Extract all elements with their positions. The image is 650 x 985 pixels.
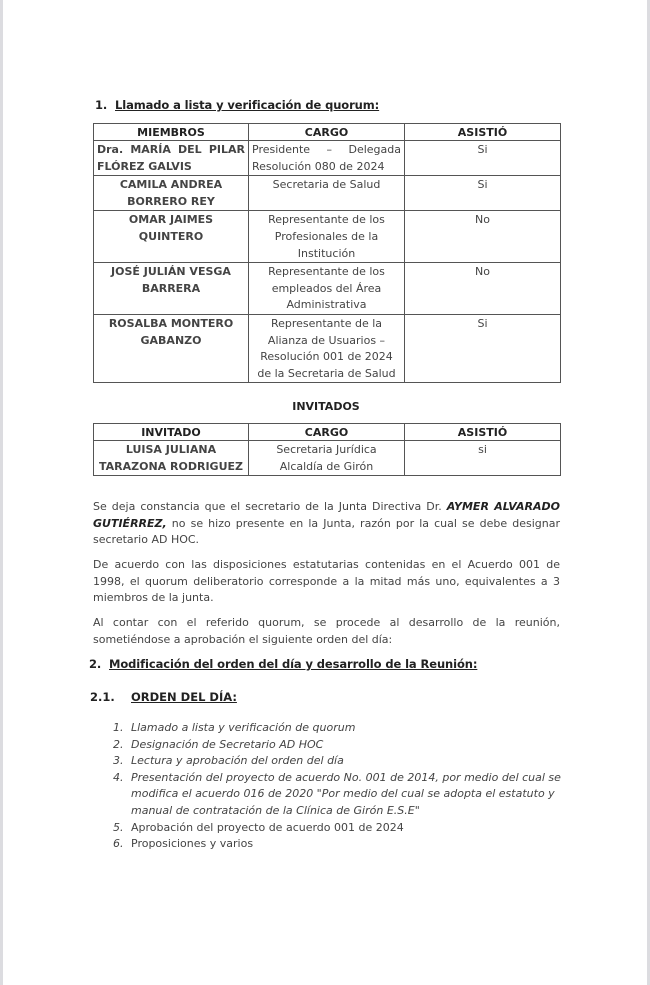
table-row bbox=[94, 441, 561, 476]
agenda-item-text: Lectura y aprobación del orden del día bbox=[131, 754, 344, 768]
member-cargo: Representante de los Profesionales de la Institución bbox=[249, 211, 405, 263]
column-header-invitado: INVITADO bbox=[94, 424, 249, 441]
member-name: CAMILA ANDREA BORRERO REY bbox=[94, 176, 249, 211]
guests-title: INVITADOS bbox=[292, 400, 360, 413]
agenda-item bbox=[110, 770, 565, 820]
table-row bbox=[94, 211, 561, 263]
agenda-item-text: Llamado a lista y verificación de quorum bbox=[131, 721, 356, 734]
agenda-item-text: Aprobación del proyecto de acuerdo 001 de 2024 bbox=[131, 820, 404, 834]
section-1-heading bbox=[95, 98, 379, 112]
column-header-members: MIEMBROS bbox=[94, 124, 249, 141]
member-cargo: Presidente – Delegada Resolución 080 de 2024 bbox=[249, 141, 405, 176]
agenda-item bbox=[110, 753, 565, 770]
secretary-name: AYMER ALVARADO GUTIÉRREZ, bbox=[93, 500, 561, 530]
section-1-number: 1. bbox=[95, 98, 108, 112]
column-header-asistio: ASISTIÓ bbox=[405, 124, 561, 141]
section-2-1-heading bbox=[90, 690, 237, 704]
member-asistio: Si bbox=[405, 176, 561, 211]
section-2-title: Modificación del orden del día y desarrollo de la Reunión: bbox=[109, 657, 478, 671]
paragraph-quorum-rule: De acuerdo con las disposiciones estatutarias contenidas en el Acuerdo 001 de 1998, el quorum deliberatorio corresponde a la mitad más uno, equivalentes a 3 miembros de la junta. bbox=[93, 558, 560, 605]
section-2-heading bbox=[89, 657, 477, 671]
agenda-item-number: 4. bbox=[113, 770, 124, 784]
table-row bbox=[94, 141, 561, 176]
table-header-row bbox=[94, 124, 561, 141]
agenda-item-text: Designación de Secretario AD HOC bbox=[131, 737, 324, 751]
paragraph-proceed: Al contar con el referido quorum, se procede al desarrollo de la reunión, sometiéndose a aprobación el siguiente orden del día: bbox=[93, 616, 560, 646]
column-header-cargo: CARGO bbox=[249, 124, 405, 141]
agenda-item-number: 3. bbox=[113, 754, 124, 768]
member-cargo: Secretaria de Salud bbox=[249, 176, 405, 211]
section-2-1-title: ORDEN DEL DÍA: bbox=[131, 690, 237, 704]
paragraph-secretary-absence bbox=[93, 499, 560, 549]
member-name: Dra. MARÍA DEL PILAR FLÓREZ GALVIS bbox=[94, 141, 249, 176]
agenda-item bbox=[110, 836, 565, 853]
agenda-item-number: 1. bbox=[113, 721, 124, 734]
agenda-item-number: 5. bbox=[113, 820, 124, 834]
column-header-cargo: CARGO bbox=[249, 424, 405, 441]
column-header-asistio: ASISTIÓ bbox=[405, 424, 561, 441]
member-asistio: No bbox=[405, 211, 561, 263]
section-1-title: Llamado a lista y verificación de quorum: bbox=[115, 98, 380, 112]
agenda-list bbox=[110, 720, 565, 853]
member-name: ROSALBA MONTERO GABANZO bbox=[94, 314, 249, 382]
section-2-1-number: 2.1. bbox=[90, 690, 115, 704]
agenda-item bbox=[110, 720, 565, 737]
agenda-item bbox=[110, 820, 565, 837]
guests-table bbox=[93, 423, 561, 476]
agenda-item-number: 2. bbox=[113, 737, 124, 751]
guest-name: LUISA JULIANA TARAZONA RODRIGUEZ bbox=[94, 441, 249, 476]
member-cargo: Representante de la Alianza de Usuarios – Resolución 001 de 2024 de la Secretaria de Salud bbox=[249, 314, 405, 382]
table-row bbox=[94, 263, 561, 315]
agenda-item-text: Proposiciones y varios bbox=[131, 837, 254, 851]
paragraph-text: Se deja constancia que el secretario de la Junta Directiva Dr. bbox=[93, 500, 447, 513]
paragraph-text: no se hizo presente en la Junta, razón por la cual se debe designar secretario AD HOC. bbox=[93, 516, 560, 547]
member-asistio: Si bbox=[405, 314, 561, 382]
agenda-item-text: Presentación del proyecto de acuerdo No. 001 de 2014, por medio del cual se modifica el acuerdo 016 de 2020 "Por medio del cual se adopta el estatuto y manual de contratación de la Clínica de Girón E.S.E" bbox=[131, 770, 561, 817]
agenda-item bbox=[110, 737, 565, 754]
member-cargo: Representante de los empleados del Área Administrativa bbox=[249, 263, 405, 315]
table-header-row bbox=[94, 424, 561, 441]
member-name: JOSÉ JULIÁN VESGA BARRERA bbox=[94, 263, 249, 315]
table-row bbox=[94, 176, 561, 211]
guest-asistio: si bbox=[405, 441, 561, 476]
table-row bbox=[94, 314, 561, 382]
member-asistio: No bbox=[405, 263, 561, 315]
agenda-item-number: 6. bbox=[113, 837, 124, 851]
member-name: OMAR JAIMES QUINTERO bbox=[94, 211, 249, 263]
section-2-number: 2. bbox=[89, 657, 102, 671]
member-asistio: Si bbox=[405, 141, 561, 176]
guest-cargo: Secretaria Jurídica Alcaldía de Girón bbox=[249, 441, 405, 476]
members-table bbox=[93, 123, 561, 383]
